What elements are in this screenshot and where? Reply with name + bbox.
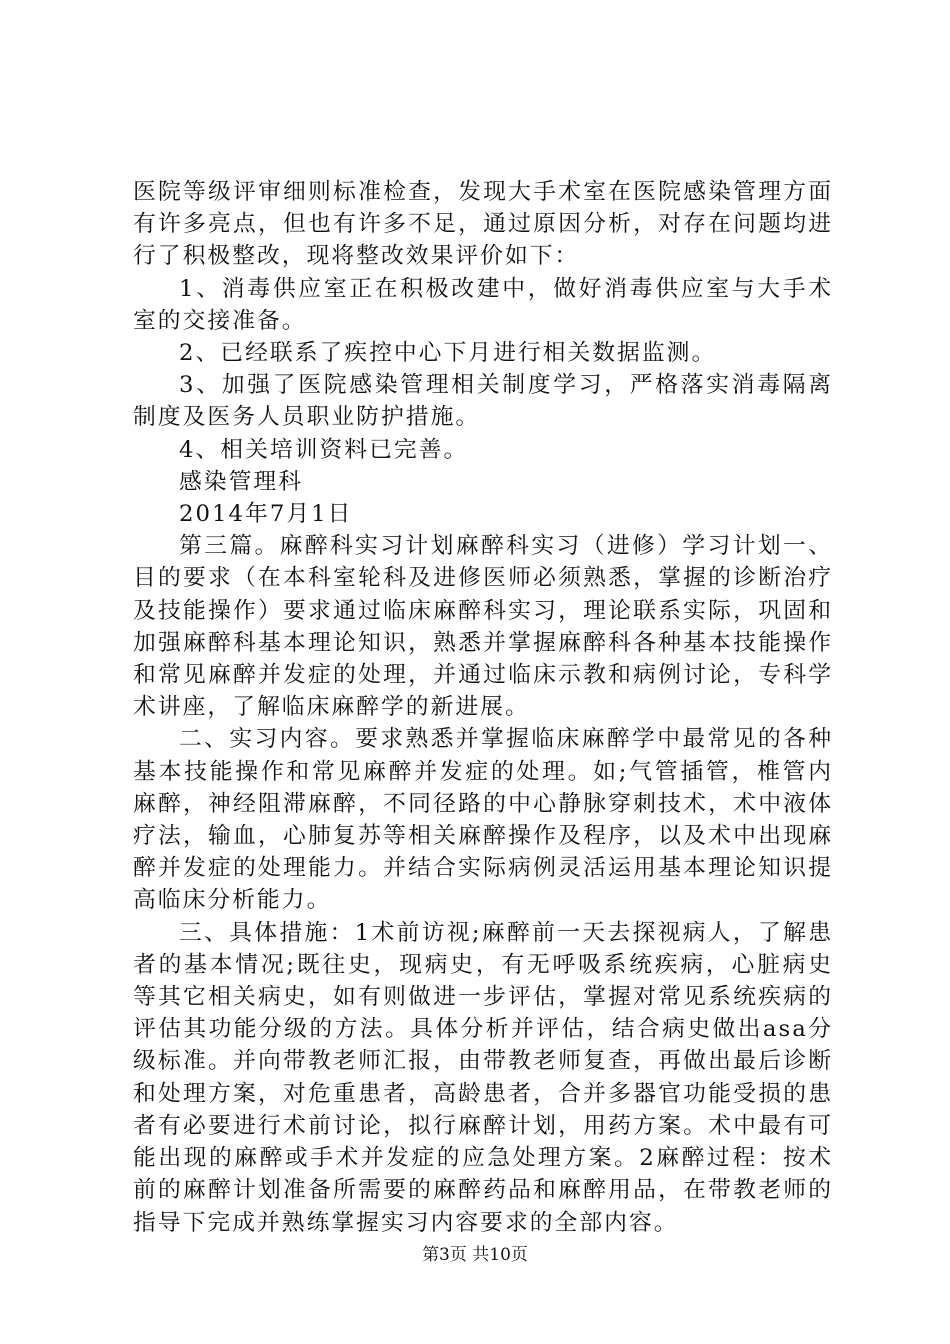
document-body	[133, 176, 833, 1239]
paragraph-item-3: 3、加强了医院感染管理相关制度学习，严格落实消毒隔离制度及医务人员职业防护措施。	[133, 372, 833, 431]
signature-department: 感染管理科	[179, 468, 303, 495]
signature-date: 2014年7月1日	[179, 501, 353, 528]
paragraph-item-2: 2、已经联系了疾控中心下月进行相关数据监测。	[179, 340, 717, 367]
paragraph-intro: 医院等级评审细则标准检查，发现大手术室在医院感染管理方面有许多亮点，但也有许多不足，通过原因分析，对存在问题均进行了积极整改，现将整改效果评价如下：	[133, 179, 833, 270]
page-number-footer: 第3页 共10页	[422, 1245, 528, 1265]
paragraph-section-3: 第三篇。麻醉科实习计划麻醉科实习（进修）学习计划一、目的要求（在本科室轮科及进修医师必须熟悉，掌握的诊断治疗及技能操作）要求通过临床麻醉科实习，理论联系实际，巩固和加强麻醉科基本理论知识，熟悉并掌握麻醉科各种基本技能操作和常见麻醉并发症的处理，并通过临床示教和病例讨论，专科学术讲座，了解临床麻醉学的新进展。	[133, 533, 833, 721]
paragraph-specific-measures: 三、具体措施：1术前访视;麻醉前一天去探视病人，了解患者的基本情况;既往史，现病史，有无呼吸系统疾病，心脏病史等其它相关病史，如有则做进一步评估，掌握对常见系统疾病的评估其功能分级的方法。具体分析并评估，结合病史做出asa分级标准。并向带教老师汇报，由带教老师复查，再做出最后诊断和处理方案，对危重患者，高龄患者，合并多器官功能受损的患者有必要进行术前讨论，拟行麻醉计划，用药方案。术中最有可能出现的麻醉或手术并发症的应急处理方案。2麻醉过程：按术前的麻醉计划准备所需要的麻醉药品和麻醉用品，在带教老师的指导下完成并熟练掌握实习内容要求的全部内容。	[133, 919, 833, 1236]
paragraph-practice-content: 二、实习内容。要求熟悉并掌握临床麻醉学中最常见的各种基本技能操作和常见麻醉并发症的处理。如;气管插管，椎管内麻醉，神经阻滞麻醉，不同径路的中心静脉穿刺技术，术中液体疗法，输血，心肺复苏等相关麻醉操作及程序，以及术中出现麻醉并发症的处理能力。并结合实际病例灵活运用基本理论知识提高临床分析能力。	[133, 726, 833, 914]
paragraph-item-4: 4、相关培训资料已完善。	[179, 436, 469, 463]
paragraph-item-1: 1、消毒供应室正在积极改建中，做好消毒供应室与大手术室的交接准备。	[133, 275, 833, 334]
